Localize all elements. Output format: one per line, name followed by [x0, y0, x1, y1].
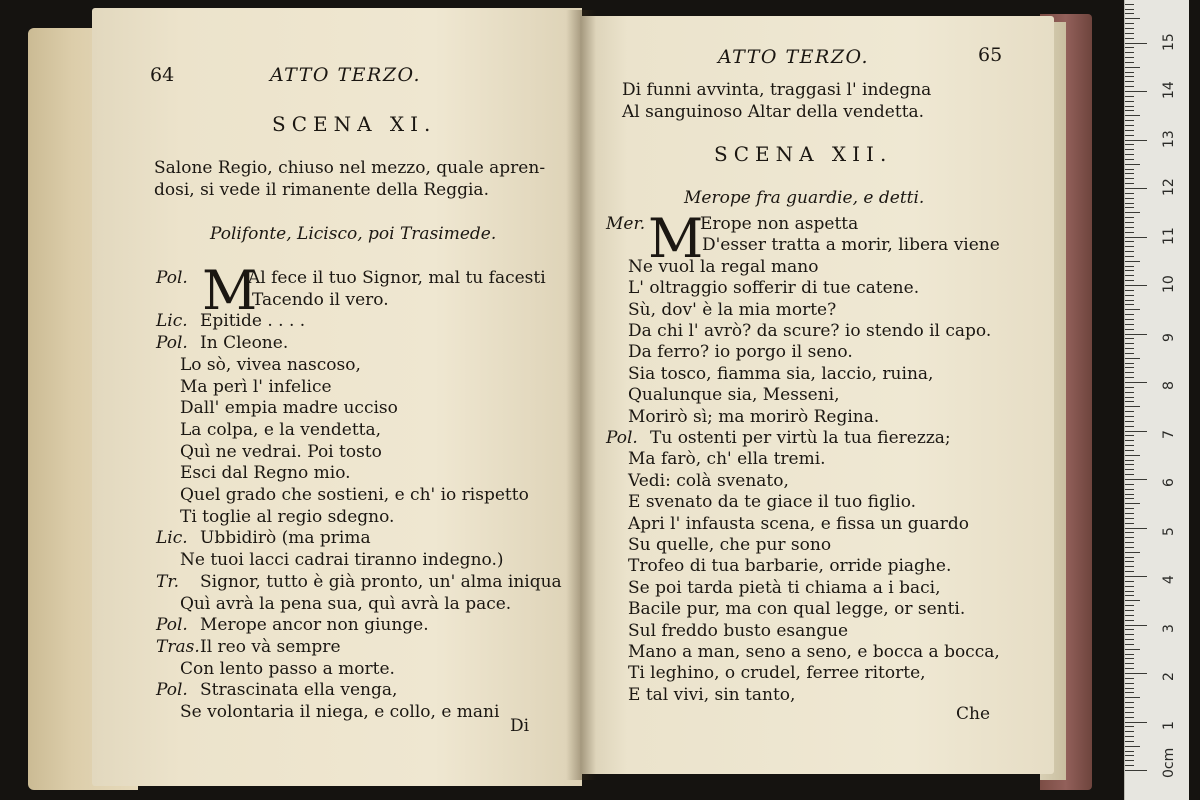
verse-line: Quì ne vedrai. Poi tosto	[180, 441, 382, 462]
right-dropcap: M	[648, 207, 704, 270]
verse-line: Signor, tutto è già pronto, un' alma iniqua	[200, 571, 562, 592]
ruler-tick	[1125, 712, 1134, 713]
ruler-tick	[1125, 760, 1134, 761]
ruler-tick	[1125, 663, 1134, 664]
ruler-tick	[1125, 9, 1134, 10]
verse-line: Sia tosco, fiamma sia, laccio, ruina,	[628, 363, 934, 384]
verse-line: Ne tuoi lacci cadrai tiranno indegno.)	[180, 550, 504, 571]
ruler-tick	[1125, 561, 1134, 562]
ruler-tick	[1125, 280, 1134, 281]
right-catchword: Che	[956, 704, 991, 724]
ruler-tick	[1125, 319, 1134, 320]
ruler-tick	[1125, 692, 1134, 693]
verse-line: E svenato da te giace il tuo figlio.	[628, 492, 917, 513]
ruler-tick	[1125, 13, 1134, 14]
ruler-tick	[1125, 314, 1134, 315]
ruler-tick	[1125, 33, 1134, 34]
ruler-tick	[1125, 678, 1134, 679]
ruler-tick	[1125, 72, 1134, 73]
ruler-tick	[1125, 431, 1147, 432]
ruler-tick	[1125, 668, 1134, 669]
ruler-tick	[1125, 610, 1134, 611]
ruler-tick	[1125, 731, 1134, 732]
speaker-label: Tr.	[156, 571, 180, 592]
ruler-tick	[1125, 411, 1134, 412]
ruler-tick	[1125, 43, 1147, 44]
left-characters: Polifonte, Licisco, poi Trasimede.	[210, 224, 497, 244]
ruler-tick	[1125, 120, 1134, 121]
ruler-tick	[1125, 765, 1134, 766]
ruler-tick	[1125, 629, 1134, 630]
ruler-tick	[1125, 586, 1134, 587]
verse-line: Ubbidirò (ma prima	[200, 528, 371, 549]
ruler-tick	[1125, 625, 1147, 626]
ruler-tick	[1125, 382, 1147, 383]
ruler-tick	[1125, 329, 1134, 330]
ruler-tick	[1125, 523, 1134, 524]
left-catchword: Di	[510, 716, 530, 736]
ruler-tick	[1125, 164, 1140, 165]
ruler-tick	[1125, 581, 1134, 582]
verse-line: Sù, dov' è la mia morte?	[628, 299, 837, 320]
ruler-tick	[1125, 591, 1134, 592]
ruler-label: 0cm	[1161, 747, 1177, 778]
ruler-tick	[1125, 557, 1134, 558]
ruler-tick	[1125, 658, 1134, 659]
ruler-tick	[1125, 57, 1134, 58]
verse-line: D'esser tratta a morir, libera viene	[702, 235, 1000, 256]
ruler-tick	[1125, 270, 1134, 271]
ruler-tick	[1125, 125, 1134, 126]
verse-line: Ti toglie al regio sdegno.	[180, 506, 395, 527]
ruler-tick	[1125, 426, 1134, 427]
verse-line: Su quelle, che pur sono	[628, 535, 832, 555]
ruler-tick	[1125, 455, 1140, 456]
ruler-tick	[1125, 309, 1140, 310]
ruler-tick	[1125, 285, 1147, 286]
ruler-tick	[1125, 91, 1147, 92]
ruler-tick	[1125, 595, 1134, 596]
ruler-tick	[1125, 542, 1134, 543]
ruler-tick	[1125, 707, 1134, 708]
ruler-tick	[1125, 484, 1134, 485]
verse-line: Ne vuol la regal mano	[628, 256, 819, 277]
ruler-tick	[1125, 358, 1140, 359]
verse-line: Al fece il tuo Signor, mal tu facesti	[248, 268, 546, 288]
book-gutter	[566, 10, 596, 780]
ruler-tick	[1125, 96, 1134, 97]
ruler-tick	[1125, 571, 1134, 572]
ruler-tick	[1125, 639, 1134, 640]
ruler-tick	[1125, 372, 1134, 373]
ruler-label: 15	[1161, 32, 1177, 51]
ruler-tick	[1125, 28, 1134, 29]
ruler-label: 14	[1161, 81, 1177, 99]
verse-line: Epitide . . . .	[200, 311, 306, 332]
ruler-tick	[1125, 508, 1134, 509]
ruler-label: 2	[1161, 672, 1177, 681]
ruler-tick	[1125, 401, 1134, 402]
verse-line: In Cleone.	[200, 333, 289, 354]
verse-line: Ma farò, ch' ella tremi.	[628, 449, 826, 470]
cm-ruler	[1124, 0, 1189, 800]
ruler-tick	[1125, 203, 1134, 204]
ruler-tick	[1125, 135, 1134, 136]
ruler-tick	[1125, 183, 1134, 184]
ruler-tick	[1125, 450, 1134, 451]
ruler-tick	[1125, 266, 1134, 267]
ruler-tick	[1125, 18, 1140, 19]
ruler-tick	[1125, 469, 1134, 470]
ruler-tick	[1125, 324, 1134, 325]
verse-line: Mano a man, seno a seno, e bocca a bocca,	[628, 642, 1000, 662]
right-running-header: ATTO TERZO.	[718, 46, 870, 68]
ruler-label: 11	[1161, 226, 1177, 245]
ruler-label: 13	[1161, 129, 1177, 148]
ruler-tick	[1125, 52, 1134, 53]
ruler-tick	[1125, 81, 1134, 82]
ruler-tick	[1125, 620, 1134, 621]
verse-line: Da chi l' avrò? da scure? io stendo il capo.	[628, 321, 992, 341]
ruler-tick	[1125, 605, 1134, 606]
speaker-label: Pol.	[156, 680, 188, 701]
right-scene-title: SCENA XII.	[714, 142, 893, 166]
ruler-tick	[1125, 343, 1134, 344]
ruler-tick	[1125, 198, 1134, 199]
ruler-tick	[1125, 726, 1134, 727]
ruler-tick	[1125, 532, 1134, 533]
verse-line: Strascinata ella venga,	[200, 680, 398, 701]
ruler-label: 7	[1161, 429, 1177, 439]
ruler-tick	[1125, 397, 1134, 398]
ruler-tick	[1125, 149, 1134, 150]
verse-line: Trofeo di tua barbarie, orride piaghe.	[628, 556, 952, 577]
verse-line: Vedi: colà svenato,	[628, 470, 789, 491]
ruler-tick	[1125, 576, 1147, 577]
ruler-tick	[1125, 460, 1134, 461]
ruler-tick	[1125, 207, 1134, 208]
ruler-tick	[1125, 154, 1134, 155]
verse-line: Morirò sì; ma morirò Regina.	[628, 406, 880, 427]
right-characters: Merope fra guardie, e detti.	[684, 188, 925, 208]
ruler-tick	[1125, 722, 1147, 723]
ruler-label: 10	[1161, 275, 1177, 293]
right-opening-line: Al sanguinoso Altar della vendetta.	[622, 102, 925, 122]
ruler-tick	[1125, 367, 1134, 368]
ruler-label: 8	[1161, 381, 1177, 390]
ruler-label: 6	[1161, 478, 1177, 487]
verse-line: Da ferro? io porgo il seno.	[628, 342, 853, 363]
verse-line: Bacile pur, ma con qual legge, or senti.	[628, 599, 966, 620]
right-opening-line: Di funni avvinta, traggasi l' indegna	[622, 80, 932, 100]
ruler-tick	[1125, 649, 1140, 650]
ruler-label: 9	[1161, 332, 1177, 342]
right-page-number: 65	[978, 44, 1003, 66]
ruler-tick	[1125, 697, 1140, 698]
ruler-tick	[1125, 38, 1134, 39]
ruler-label: 5	[1161, 526, 1177, 536]
ruler-tick	[1125, 300, 1134, 301]
verse-line: Il reo và sempre	[200, 636, 341, 657]
ruler-label: 1	[1161, 720, 1177, 730]
ruler-tick	[1125, 353, 1134, 354]
ruler-tick	[1125, 188, 1147, 189]
left-stage-direction-line: dosi, si vede il rimanente della Reggia.	[154, 180, 489, 200]
ruler-tick	[1125, 755, 1134, 756]
ruler-tick	[1125, 770, 1147, 771]
ruler-tick	[1125, 237, 1147, 238]
right-page	[580, 16, 1054, 774]
speaker-label: Tras.	[156, 636, 200, 657]
ruler-tick	[1125, 377, 1134, 378]
ruler-tick	[1125, 334, 1147, 335]
left-page	[92, 8, 582, 786]
ruler-tick	[1125, 212, 1140, 213]
ruler-tick	[1125, 140, 1147, 141]
ruler-tick	[1125, 106, 1134, 107]
ruler-tick	[1125, 338, 1134, 339]
ruler-tick	[1125, 498, 1134, 499]
ruler-tick	[1125, 387, 1134, 388]
ruler-tick	[1125, 222, 1134, 223]
ruler-tick	[1125, 363, 1134, 364]
left-dropcap: M	[202, 259, 258, 322]
ruler-tick	[1125, 494, 1134, 495]
left-running-header: ATTO TERZO.	[270, 64, 422, 86]
ruler-tick	[1125, 600, 1140, 601]
ruler-tick	[1125, 406, 1140, 407]
ruler-tick	[1125, 717, 1134, 718]
ruler-tick	[1125, 67, 1140, 68]
ruler-tick	[1125, 435, 1134, 436]
ruler-tick	[1125, 193, 1134, 194]
ruler-tick	[1125, 440, 1134, 441]
ruler-tick	[1125, 295, 1134, 296]
ruler-tick	[1125, 261, 1140, 262]
ruler-tick	[1125, 445, 1134, 446]
ruler-tick	[1125, 241, 1134, 242]
ruler-tick	[1125, 566, 1134, 567]
ruler-tick	[1125, 246, 1134, 247]
ruler-tick	[1125, 528, 1147, 529]
verse-line: Se volontaria il niega, e collo, e mani	[180, 702, 500, 722]
left-scene-title: SCENA XI.	[272, 112, 437, 136]
ruler-tick	[1125, 217, 1134, 218]
ruler-tick	[1125, 130, 1134, 131]
ruler-tick	[1125, 115, 1140, 116]
ruler-tick	[1125, 290, 1134, 291]
speaker-label: Lic.	[156, 528, 188, 549]
verse-line: Erope non aspetta	[700, 214, 859, 234]
verse-line: Apri l' infausta scena, e fissa un guardo	[628, 513, 969, 534]
ruler-tick	[1125, 4, 1134, 5]
ruler-tick	[1125, 537, 1134, 538]
ruler-tick	[1125, 251, 1134, 252]
ruler-tick	[1125, 421, 1134, 422]
ruler-tick	[1125, 518, 1134, 519]
ruler-tick	[1125, 673, 1147, 674]
ruler-tick	[1125, 547, 1134, 548]
verse-line: Quel grado che sostieni, e ch' io rispetto	[180, 485, 529, 505]
verse-line: Sul freddo busto esangue	[628, 620, 849, 641]
speaker-label: Lic.	[156, 311, 188, 332]
ruler-tick	[1125, 736, 1134, 737]
verse-line: Merope ancor non giunge.	[200, 615, 429, 636]
verse-line: Lo sò, vivea nascoso,	[180, 354, 361, 375]
verse-line: Tacendo il vero.	[252, 289, 389, 310]
ruler-tick	[1125, 634, 1134, 635]
ruler-tick	[1125, 416, 1134, 417]
speaker-label: Pol.	[156, 615, 188, 636]
ruler-tick	[1125, 101, 1134, 102]
ruler-tick	[1125, 392, 1134, 393]
verse-line: Tu ostenti per virtù la tua fierezza;	[650, 428, 951, 448]
ruler-tick	[1125, 144, 1134, 145]
ruler-tick	[1125, 169, 1134, 170]
verse-line: Se poi tarda pietà ti chiama a i baci,	[628, 577, 941, 598]
ruler-tick	[1125, 702, 1134, 703]
speaker-label: Mer.	[606, 214, 646, 234]
ruler-tick	[1125, 348, 1134, 349]
ruler-tick	[1125, 256, 1134, 257]
verse-line: Qualunque sia, Messeni,	[628, 385, 840, 406]
ruler-tick	[1125, 275, 1134, 276]
ruler-tick	[1125, 683, 1134, 684]
ruler-tick	[1125, 178, 1134, 179]
ruler-tick	[1125, 110, 1134, 111]
ruler-tick	[1125, 746, 1140, 747]
left-page-number: 64	[150, 64, 175, 86]
ruler-tick	[1125, 86, 1134, 87]
speaker-label: Pol.	[156, 268, 188, 288]
ruler-tick	[1125, 513, 1134, 514]
verse-line: E tal vivi, sin tanto,	[628, 684, 796, 705]
speaker-label: Pol.	[606, 428, 638, 448]
ruler-tick	[1125, 644, 1134, 645]
speaker-label: Pol.	[156, 333, 188, 354]
verse-line: Ti leghino, o crudel, ferree ritorte,	[628, 663, 926, 684]
ruler-tick	[1125, 76, 1134, 77]
ruler-tick	[1125, 464, 1134, 465]
ruler-tick	[1125, 688, 1134, 689]
verse-line: Ma perì l' infelice	[180, 376, 332, 397]
verse-line: Con lento passo a morte.	[180, 658, 395, 679]
ruler-tick	[1125, 489, 1134, 490]
ruler-tick	[1125, 751, 1134, 752]
ruler-label: 3	[1161, 623, 1177, 633]
ruler-tick	[1125, 654, 1134, 655]
verse-line: Esci dal Regno mio.	[180, 463, 351, 484]
ruler-tick	[1125, 474, 1134, 475]
ruler-label: 4	[1161, 575, 1177, 584]
ruler-tick	[1125, 173, 1134, 174]
verse-line: L' oltraggio sofferir di tue catene.	[628, 278, 920, 299]
ruler-tick	[1125, 304, 1134, 305]
ruler-tick	[1125, 159, 1134, 160]
left-stage-direction-line: Salone Regio, chiuso nel mezzo, quale apren-	[154, 158, 546, 178]
ruler-tick	[1125, 741, 1134, 742]
ruler-tick	[1125, 615, 1134, 616]
ruler-tick	[1125, 479, 1147, 480]
verse-line: Dall' empia madre ucciso	[180, 398, 398, 419]
ruler-tick	[1125, 47, 1134, 48]
ruler-tick	[1125, 227, 1134, 228]
ruler-label: 12	[1161, 178, 1177, 196]
verse-line: La colpa, e la vendetta,	[180, 419, 382, 440]
ruler-tick	[1125, 62, 1134, 63]
ruler-tick	[1125, 503, 1140, 504]
verse-line: Quì avrà la pena sua, quì avrà la pace.	[180, 593, 512, 614]
ruler-tick	[1125, 23, 1134, 24]
ruler-tick	[1125, 552, 1140, 553]
ruler-tick	[1125, 232, 1134, 233]
